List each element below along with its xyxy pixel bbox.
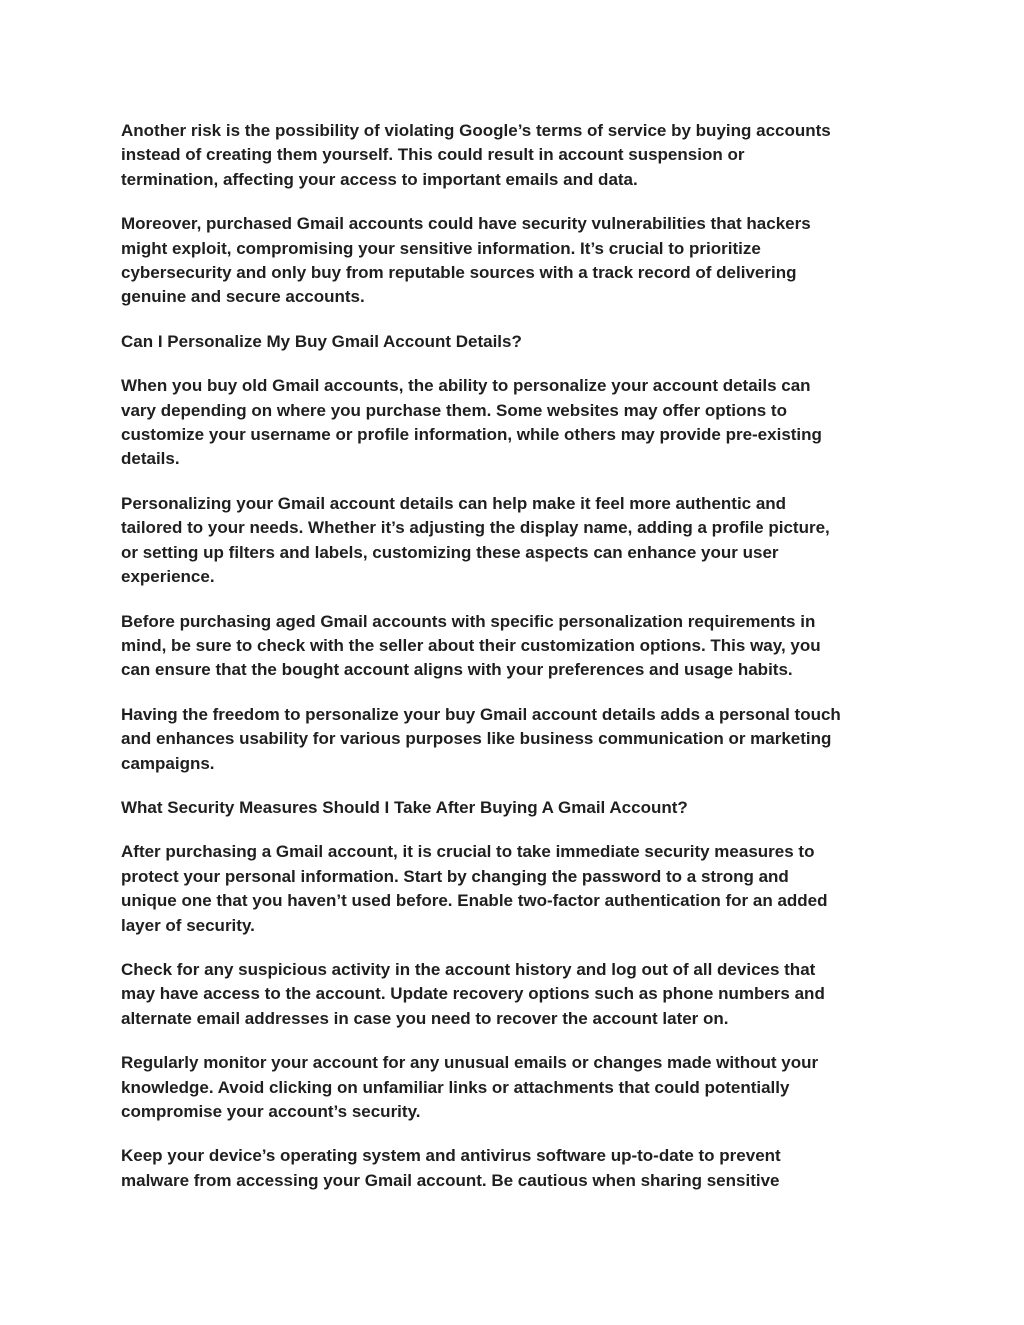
paragraph-keep-updated: Keep your device’s operating system and antivirus software up-to-date to prevent malware from accessing your Gmail account. Be cautious when sharing sensitive — [121, 1146, 781, 1190]
paragraph-monitor-account: Regularly monitor your account for any unusual emails or changes made without your knowledge. Avoid clicking on unfamiliar links or attachments that could potentially compromise your account’s security. — [121, 1053, 819, 1121]
paragraph-check-seller: Before purchasing aged Gmail accounts with specific personalization requirements in mind, be sure to check with the seller about their customization options. This way, you can ensure that the bought account aligns with your preferences and usage habits. — [121, 611, 821, 680]
paragraph-after-purchase: After purchasing a Gmail account, it is crucial to take immediate security measures to protect your personal information. Start by changing the password to a strong and unique one that you haven’t used before. Enable two-factor authentication for an added layer of security. — [121, 842, 828, 935]
paragraph-security-vulnerabilities: Moreover, purchased Gmail accounts could have security vulnerabilities that hackers might exploit, compromising your sensitive information. It’s crucial to prioritize cybersecurity and only buy from reputable sources with a track record of delivering genuine and secure accounts. — [121, 214, 811, 307]
paragraph-terms-risk: Another risk is the possibility of violating Google’s terms of service by buying accounts instead of creating them yourself. This could result in account suspension or termination, affecting your access to important emails and data. — [121, 121, 831, 189]
paragraph-suspicious-activity: Check for any suspicious activity in the account history and log out of all devices that may have access to the account. Update recovery options such as phone numbers and alternate email addresses in case you need to recover the account later on. — [121, 959, 825, 1028]
paragraph-freedom-personalize: Having the freedom to personalize your buy Gmail account details adds a personal touch and enhances usability for various purposes like business communication or marketing campaigns. — [121, 704, 841, 773]
paragraph-personalize-options: When you buy old Gmail accounts, the ability to personalize your account details can vary depending on where you purchase them. Some websites may offer options to customize your username or profile information, while others may provide pre-existing details. — [121, 376, 822, 469]
document-page — [121, 119, 906, 1193]
heading-security-measures: What Security Measures Should I Take After Buying A Gmail Account? — [121, 797, 688, 817]
paragraph-personalize-benefits: Personalizing your Gmail account details can help make it feel more authentic and tailored to your needs. Whether it’s adjusting the display name, adding a profile picture, or setting up filters and labels, customizing these aspects can enhance your user experience. — [121, 493, 830, 587]
heading-personalize-details: Can I Personalize My Buy Gmail Account Details? — [121, 331, 522, 351]
